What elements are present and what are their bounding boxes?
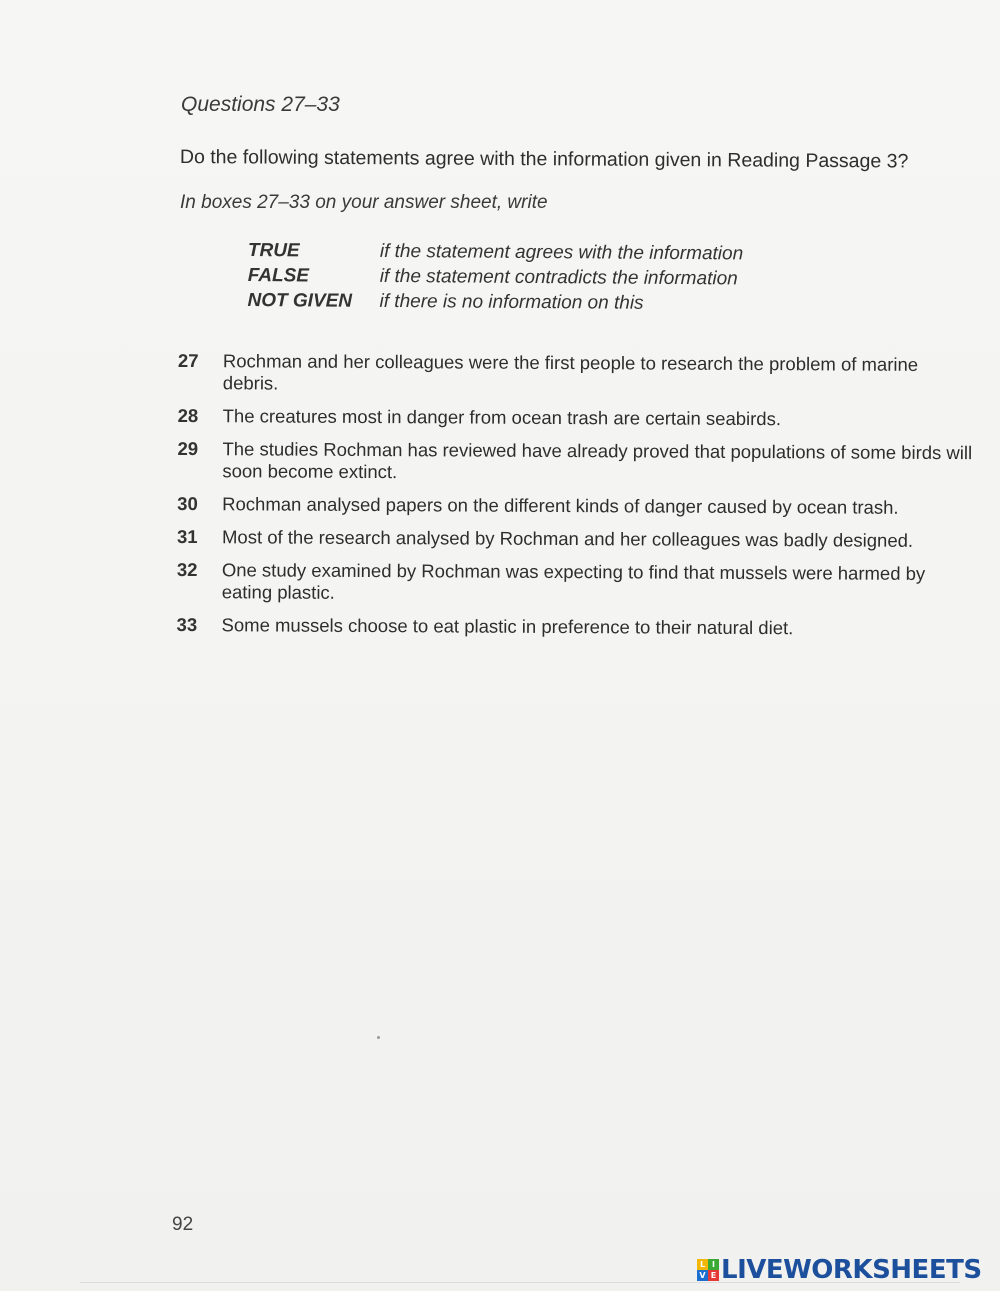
section-heading: Questions 27–33 bbox=[181, 93, 340, 116]
question-29 bbox=[177, 438, 977, 486]
question-text: The creatures most in danger from ocean trash are certain seabirds. bbox=[222, 405, 782, 430]
legend-row-false bbox=[248, 263, 743, 291]
logo-letter: I bbox=[708, 1259, 719, 1270]
legend-key: FALSE bbox=[247, 264, 310, 286]
answer-legend bbox=[247, 238, 743, 316]
question-number: 33 bbox=[176, 613, 198, 636]
question-31 bbox=[177, 526, 977, 552]
legend-key: TRUE bbox=[247, 239, 300, 261]
logo-letter: E bbox=[708, 1270, 719, 1281]
question-text: Rochman analysed papers on the different kinds of danger caused by ocean trash. bbox=[222, 493, 899, 518]
legend-row-true bbox=[248, 238, 743, 266]
question-28 bbox=[178, 405, 978, 431]
question-number: 28 bbox=[177, 404, 199, 427]
question-27 bbox=[178, 350, 978, 398]
question-30 bbox=[177, 493, 977, 519]
question-number: 29 bbox=[177, 437, 199, 460]
page-number: 92 bbox=[172, 1214, 194, 1235]
answer-instruction: In boxes 27–33 on your answer sheet, write bbox=[180, 192, 548, 213]
question-number: 32 bbox=[176, 558, 198, 581]
scan-speck bbox=[377, 1036, 380, 1039]
legend-description: if there is no information on this bbox=[379, 290, 644, 314]
legend-key: NOT GIVEN bbox=[247, 289, 353, 312]
question-number: 30 bbox=[177, 492, 198, 515]
legend-row-not-given bbox=[247, 288, 742, 316]
question-32 bbox=[177, 559, 977, 607]
question-33 bbox=[177, 614, 977, 640]
legend-description: if the statement agrees with the information bbox=[379, 240, 744, 264]
question-text: Rochman and her colleagues were the first people to research the problem of marine debris. bbox=[222, 350, 919, 394]
question-text: One study examined by Rochman was expecting to find that mussels were harmed by eating plastic. bbox=[221, 559, 926, 603]
brand-name: LIVEWORKSHEETS bbox=[721, 1255, 982, 1285]
question-number: 27 bbox=[177, 350, 199, 372]
question-number: 31 bbox=[176, 525, 198, 548]
legend-description: if the statement contradicts the information bbox=[379, 265, 738, 289]
question-text: Most of the research analysed by Rochman and her colleagues was badly designed. bbox=[221, 526, 914, 551]
instruction-text: Do the following statements agree with the information given in Reading Passage 3? bbox=[179, 146, 909, 173]
logo-letter: V bbox=[697, 1270, 708, 1281]
liveworksheets-logo[interactable] bbox=[697, 1256, 982, 1284]
question-list bbox=[176, 350, 978, 651]
question-text: The studies Rochman has reviewed have already proved that populations of some birds will soon become extinct. bbox=[222, 438, 973, 483]
logo-letter: L bbox=[697, 1259, 708, 1270]
question-text: Some mussels choose to eat plastic in preference to their natural diet. bbox=[221, 614, 794, 639]
brand-logo-icon bbox=[697, 1259, 719, 1281]
